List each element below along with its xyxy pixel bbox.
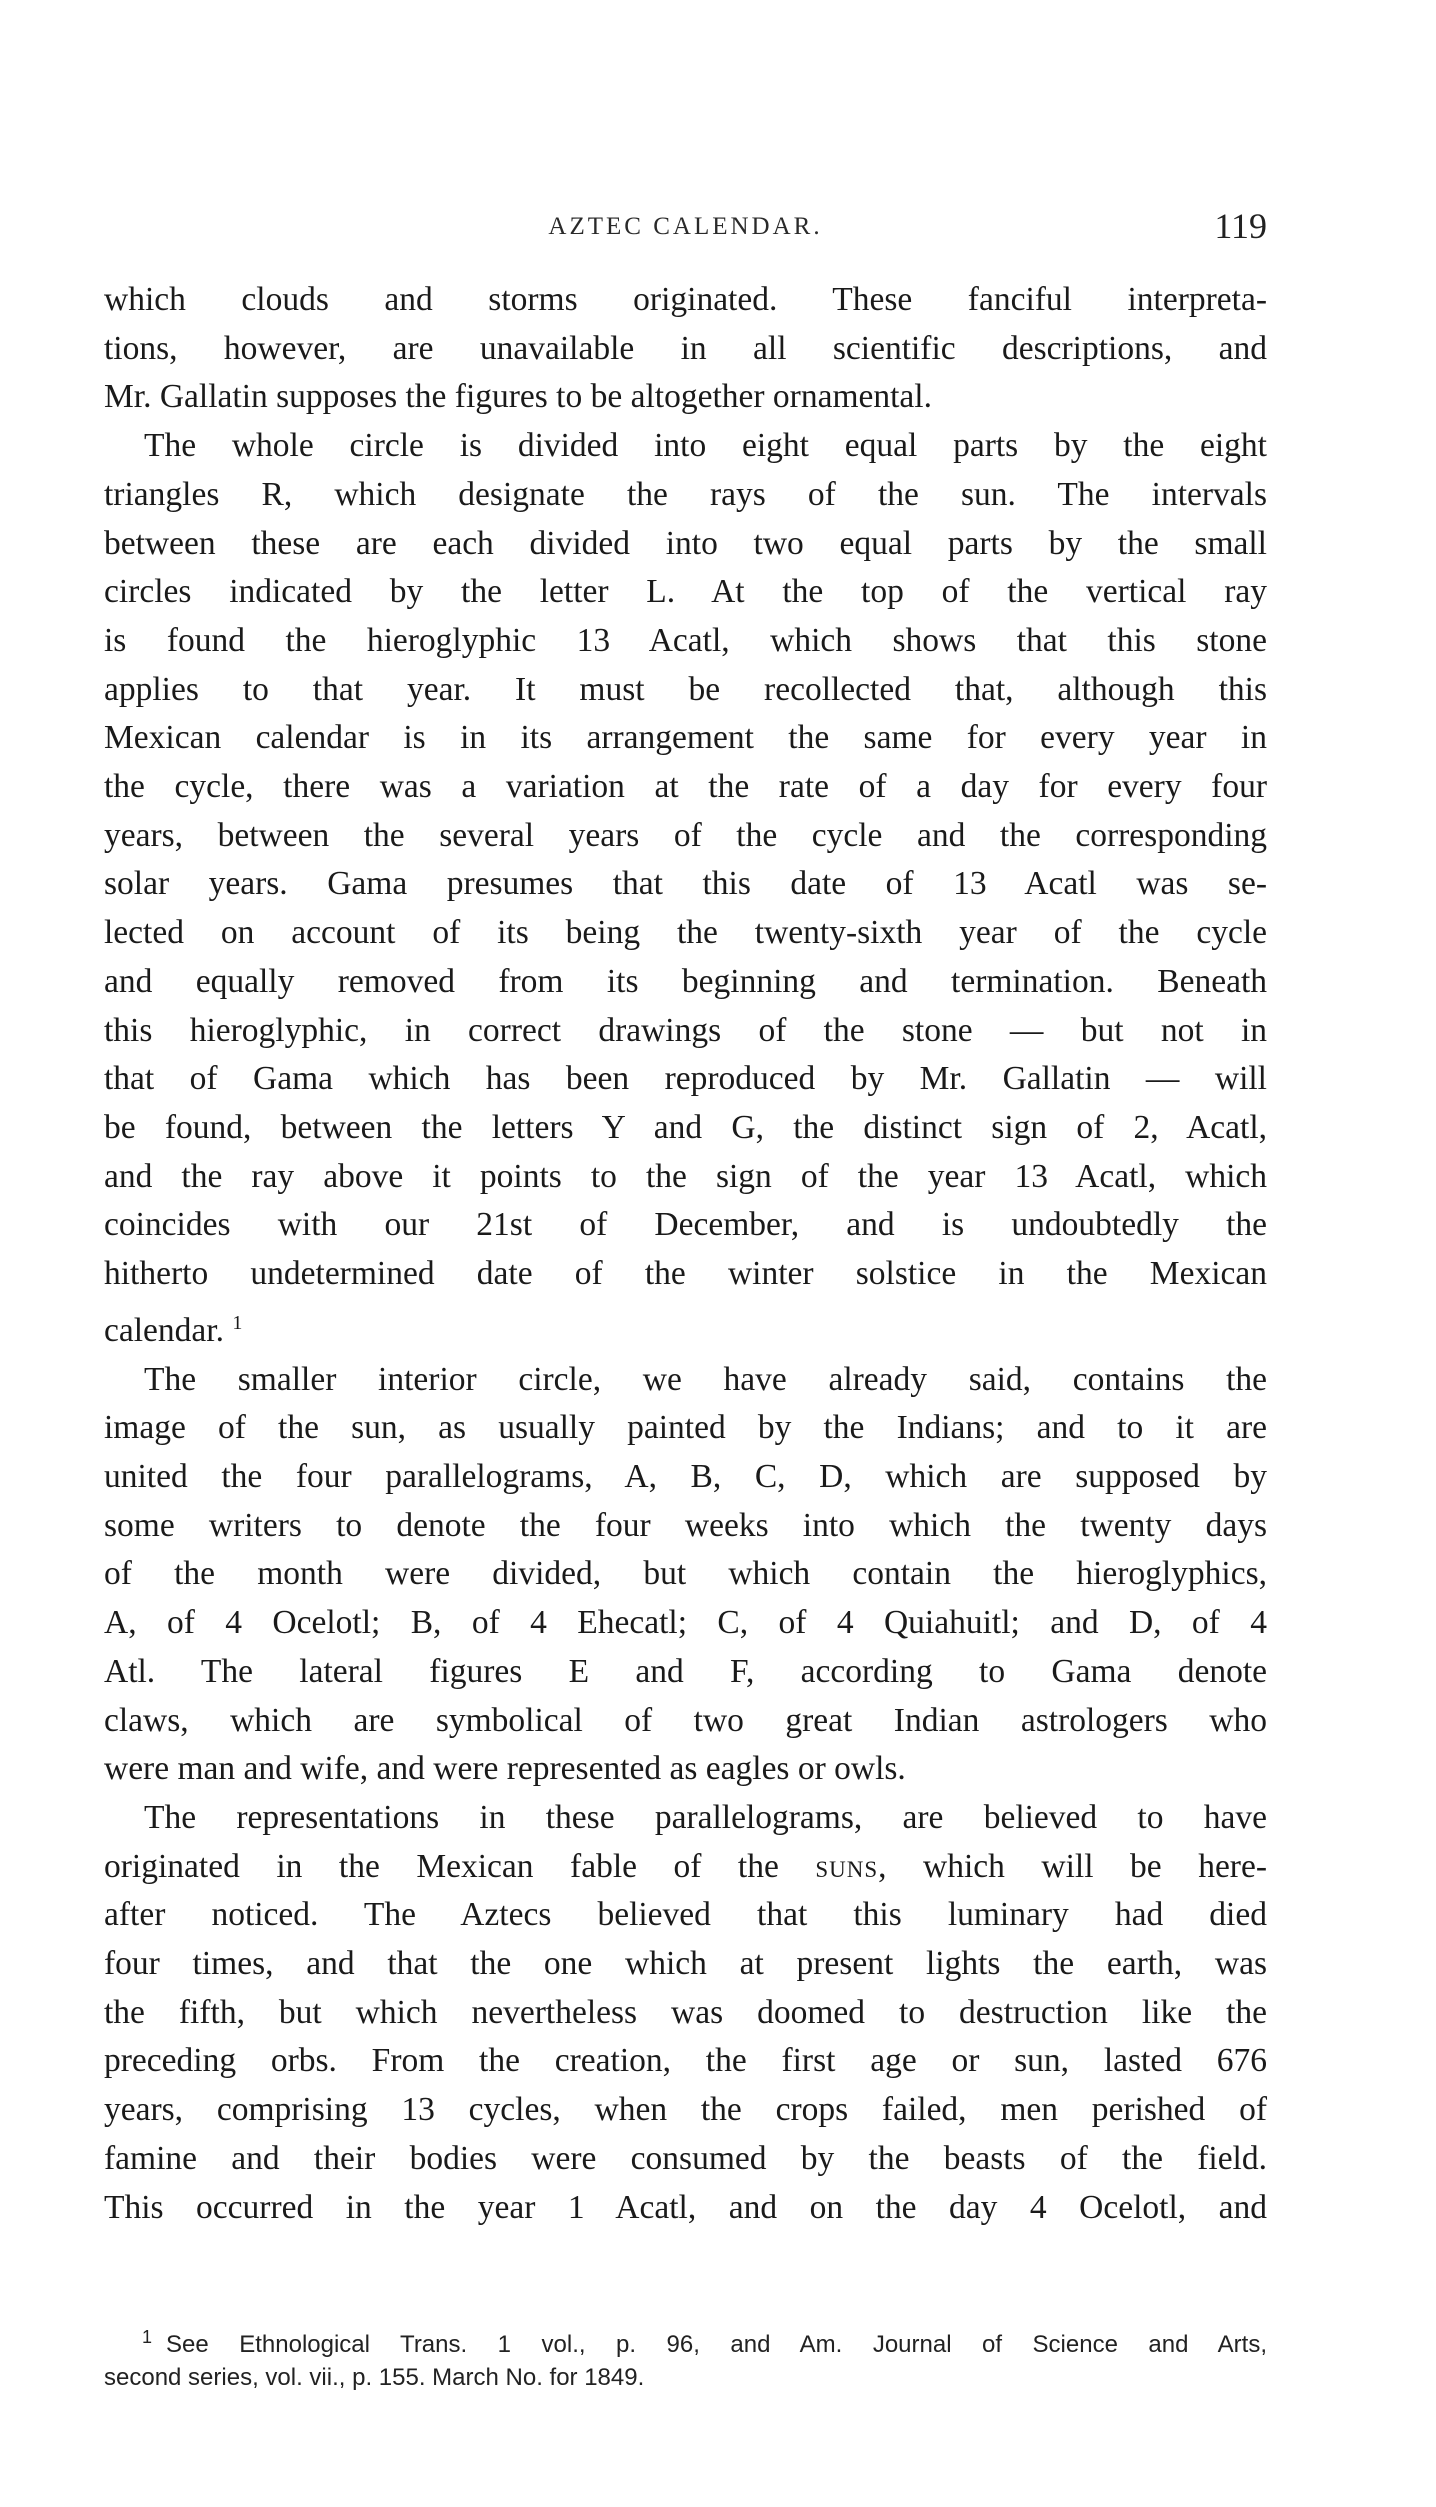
text-line: famine and their bodies were consumed by the beasts of the field. bbox=[104, 2139, 1267, 2177]
text-line: solar years. Gama presumes that this date of 13 Acatl was se- bbox=[104, 865, 1267, 903]
text-line: which clouds and storms originated. These fanciful interpreta- bbox=[104, 281, 1267, 318]
text-line: years, between the several years of the cycle and the corresponding bbox=[104, 816, 1267, 854]
text-line: the cycle, there was a variation at the rate of a day for every four bbox=[104, 768, 1267, 806]
footnote-text: See Ethnological Trans. 1 vol., p. 96, and Am. Journal of Science and Arts, bbox=[166, 2331, 1267, 2358]
text-line: lected on account of its being the twenty-sixth year of the cycle bbox=[104, 914, 1267, 952]
text-line: A, of 4 Ocelotl; B, of 4 Ehecatl; C, of 4 Quiahuitl; and D, of 4 bbox=[104, 1604, 1267, 1642]
footnote-line bbox=[104, 2328, 1267, 2361]
text-line: Atl. The lateral figures E and F, according to Gama denote bbox=[104, 1652, 1267, 1690]
text-line: were man and wife, and were represented as eagles or owls. bbox=[104, 1750, 906, 1788]
text-line: the fifth, but which nevertheless was doomed to destruction like the bbox=[104, 1993, 1267, 2031]
text-line: hitherto undetermined date of the winter solstice in the Mexican bbox=[104, 1255, 1267, 1293]
running-title: AZTEC CALENDAR. bbox=[548, 213, 823, 240]
text-line: coincides with our 21st of December, and is undoubtedly the bbox=[104, 1206, 1267, 1244]
text-line: applies to that year. It must be recollected that, although this bbox=[104, 670, 1267, 708]
footnote-reference: 1 bbox=[232, 1311, 243, 1334]
text-line bbox=[104, 1299, 1267, 1356]
text-line: united the four parallelograms, A, B, C, D, which are supposed by bbox=[104, 1458, 1267, 1496]
text-line: Mexican calendar is in its arrangement the same for every year in bbox=[104, 719, 1267, 757]
footnote bbox=[104, 2328, 1267, 2394]
text-line: years, comprising 13 cycles, when the crops failed, men perished of bbox=[104, 2091, 1267, 2129]
text-line: circles indicated by the letter L. At the top of the vertical ray bbox=[104, 573, 1267, 611]
footnote-mark: 1 bbox=[142, 2327, 153, 2347]
text-line: triangles R, which designate the rays of the sun. The intervals bbox=[104, 475, 1267, 513]
text-line: is found the hieroglyphic 13 Acatl, which shows that this stone bbox=[104, 621, 1267, 659]
text-line: This occurred in the year 1 Acatl, and on the day 4 Ocelotl, and bbox=[104, 2188, 1267, 2226]
text-fragment: , which will be here- bbox=[878, 1847, 1267, 1885]
text-line: image of the sun, as usually painted by the Indians; and to it are bbox=[104, 1409, 1267, 1447]
text-line bbox=[104, 1843, 1267, 1892]
paragraph-start: The smaller interior circle, we have already said, contains the bbox=[144, 1360, 1267, 1398]
running-head bbox=[104, 205, 1267, 255]
text-line: between these are each divided into two equal parts by the small bbox=[104, 524, 1267, 562]
text-line: tions, however, are unavailable in all scientific descriptions, and bbox=[104, 329, 1267, 367]
text-fragment: originated in the Mexican fable of the bbox=[104, 1847, 779, 1885]
small-caps-word: suns bbox=[815, 1847, 879, 1885]
text-line: four times, and that the one which at present lights the earth, was bbox=[104, 1945, 1267, 1983]
text-line: of the month were divided, but which contain the hieroglyphics, bbox=[104, 1555, 1267, 1593]
text-line: and equally removed from its beginning and termination. Beneath bbox=[104, 962, 1267, 1000]
text-line: and the ray above it points to the sign of the year 13 Acatl, which bbox=[104, 1157, 1267, 1195]
text-line: claws, which are symbolical of two great Indian astrologers who bbox=[104, 1701, 1267, 1739]
text-line: Mr. Gallatin supposes the figures to be altogether ornamental. bbox=[104, 378, 932, 416]
text-line: after noticed. The Aztecs believed that this luminary had died bbox=[104, 1896, 1267, 1934]
text-line: preceding orbs. From the creation, the first age or sun, lasted 676 bbox=[104, 2042, 1267, 2080]
page-number: 119 bbox=[1214, 206, 1267, 246]
paragraph-start: The representations in these parallelograms, are believed to have bbox=[144, 1798, 1267, 1836]
text-line: this hieroglyphic, in correct drawings of the stone — but not in bbox=[104, 1011, 1267, 1049]
body-text bbox=[104, 276, 1267, 2232]
text-line: some writers to denote the four weeks into which the twenty days bbox=[104, 1506, 1267, 1544]
footnote-line: second series, vol. vii., p. 155. March No. for 1849. bbox=[104, 2364, 645, 2391]
paragraph-start: The whole circle is divided into eight equal parts by the eight bbox=[144, 427, 1267, 465]
text-line: that of Gama which has been reproduced by Mr. Gallatin — will bbox=[104, 1060, 1267, 1098]
text-fragment: calendar. bbox=[104, 1311, 224, 1349]
text-line: be found, between the letters Y and G, the distinct sign of 2, Acatl, bbox=[104, 1108, 1267, 1146]
